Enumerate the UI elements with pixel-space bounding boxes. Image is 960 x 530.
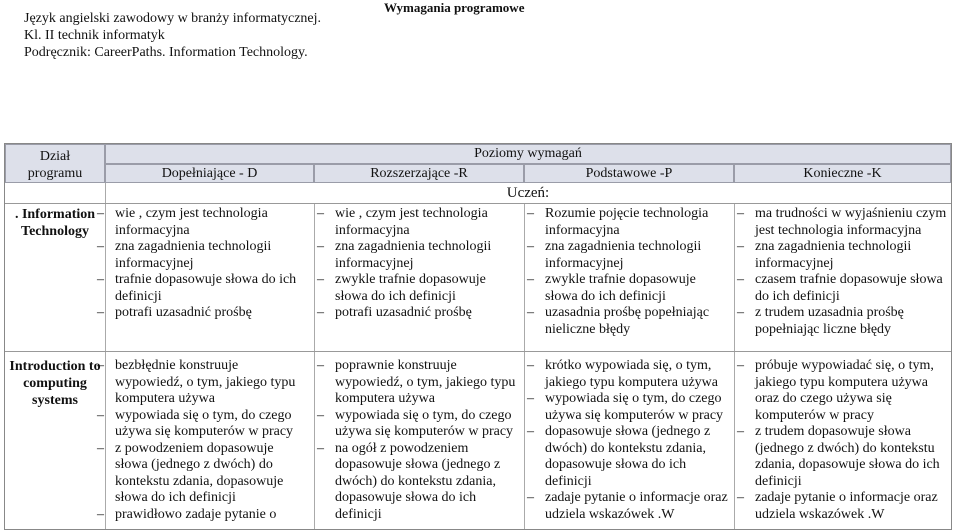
list-item: – z trudem uzasadnia prośbę popełniając liczne błędy [735, 305, 949, 338]
list-item: – zna zagadnienia technologii informacyjnej [95, 239, 309, 272]
requirements-list-p [525, 206, 731, 338]
requirements-list-k [735, 206, 949, 338]
list-item: – wypowiada się o tym, do czego używa się komputerów w pracy [95, 408, 309, 441]
list-item: – wypowiada się o tym, do czego używa się komputerów w pracy [315, 408, 521, 441]
level-header: Rozszerzające -R [314, 164, 524, 183]
list-item: – czasem trafnie dopasowuje słowa do ich definicji [735, 272, 949, 305]
list-item: – uzasadnia prośbę popełniając nieliczne błędy [525, 305, 731, 338]
list-item: – poprawnie konstruuje wypowiedź, o tym, jakiego typu komputera używa [315, 358, 521, 408]
list-item: – trafnie dopasowuje słowa do ich definicji [95, 272, 309, 305]
section-row [5, 203, 951, 351]
list-item: – zna zagadnienia technologii informacyjnej [315, 239, 521, 272]
poziomy-header: Poziomy wymagań [105, 144, 951, 164]
list-item: – zwykle trafnie dopasowuje słowa do ich definicji [315, 272, 521, 305]
level-header: Dopełniające - D [105, 164, 314, 183]
list-item: – próbuje wypowiadać się, o tym, jakiego typu komputera używa oraz do czego używa się komputerów w pracy [735, 358, 949, 424]
list-item: – wie , czym jest technologia informacyjna [95, 206, 309, 239]
requirements-table [4, 143, 952, 530]
section-name: . Information Technology [14, 207, 96, 239]
header-line: Język angielski zawodowy w branży informatycznej. [24, 11, 322, 26]
list-item: – wie , czym jest technologia informacyjna [315, 206, 521, 239]
list-item: – bezbłędnie konstruuje wypowiedź, o tym, jakiego typu komputera używa [95, 358, 309, 408]
list-item: – krótko wypowiada się, o tym, jakiego typu komputera używa [525, 358, 731, 391]
list-item: – dopasowuje słowa (jednego z dwóch) do kontekstu zdania, dopasowuje słowa do ich definicji [525, 424, 731, 490]
list-item: – z trudem dopasowuje słowa (jednego z dwóch) do kontekstu zdania, dopasowuje słowa do ich definicji [735, 424, 949, 490]
requirements-list-k [735, 358, 949, 523]
list-item: – z powodzeniem dopasowuje słowa (jednego z dwóch) do kontekstu zdania, dopasowuje słowa do ich definicji [95, 441, 309, 507]
dzial-header: Dział programu [5, 144, 105, 183]
header-line: Podręcznik: CareerPaths. Information Technology. [24, 45, 308, 60]
level-header: Konieczne -K [734, 164, 951, 183]
list-item: – potrafi uzasadnić prośbę [95, 305, 309, 322]
list-item: – zwykle trafnie dopasowuje słowa do ich definicji [525, 272, 731, 305]
list-item: – zadaje pytanie o informacje oraz udziela wskazówek .W [735, 490, 949, 523]
header-line: Kl. II technik informatyk [24, 28, 165, 43]
list-item: – ma trudności w wyjaśnieniu czym jest technologia informacyjna [735, 206, 949, 239]
level-header: Podstawowe -P [524, 164, 734, 183]
list-item: – Rozumie pojęcie technologia informacyjna [525, 206, 731, 239]
list-item: – zna zagadnienia technologii informacyjnej [735, 239, 949, 272]
list-item: – zadaje pytanie o informacje oraz udziela wskazówek .W [525, 490, 731, 523]
uczen-label: Uczeń: [506, 185, 550, 201]
requirements-list-r [315, 358, 521, 523]
list-item: – wypowiada się o tym, do czego używa się komputerów w pracy [525, 391, 731, 424]
requirements-list-p [525, 358, 731, 523]
requirements-list-r [315, 206, 521, 322]
requirements-list-d [95, 358, 309, 523]
list-item: – zna zagadnienia technologii informacyjnej [525, 239, 731, 272]
section-row [5, 351, 951, 529]
requirements-list-d [95, 206, 309, 322]
document-header [24, 10, 321, 61]
section-name: Introduction to computing systems [9, 359, 101, 408]
list-item: – prawidłowo zadaje pytanie o [95, 507, 309, 524]
page-title: Wymagania programowe [384, 0, 525, 15]
list-item: – potrafi uzasadnić prośbę [315, 305, 521, 322]
list-item: – na ogół z powodzeniem dopasowuje słowa (jednego z dwóch) do kontekstu zdania, dopasowuje słowa do ich definicji [315, 441, 521, 524]
